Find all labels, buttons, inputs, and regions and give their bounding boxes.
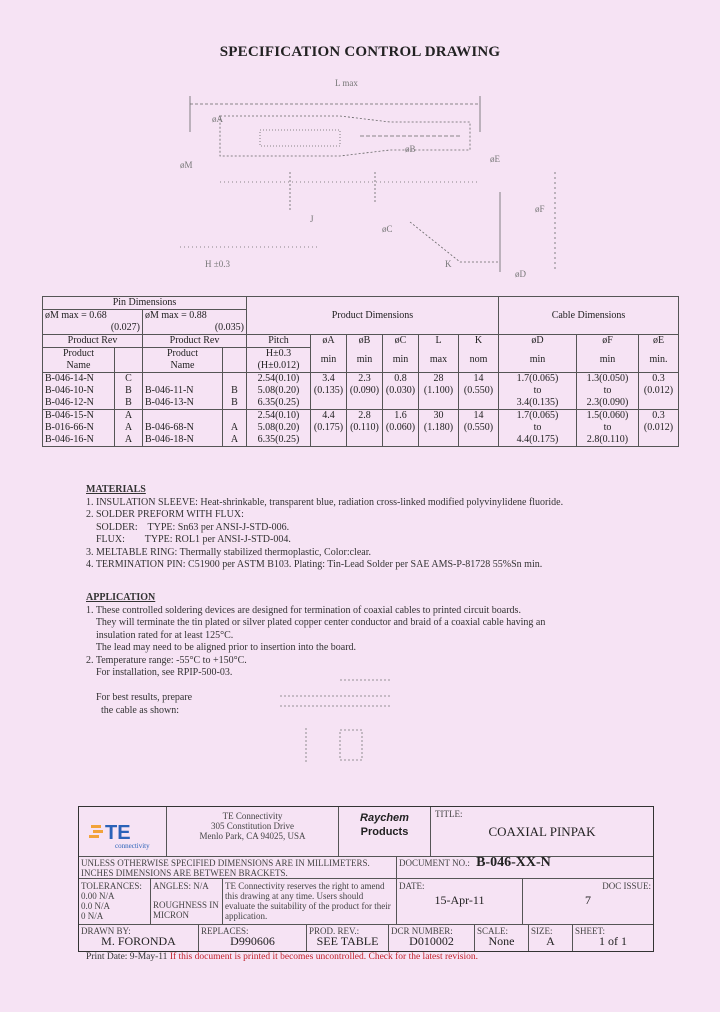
dim-c-label: øC: [382, 224, 393, 234]
replaces: D990606: [230, 934, 275, 948]
table-cell-p1: B-046-15-N: [43, 410, 115, 423]
product-dims-header: Product Dimensions: [247, 297, 499, 335]
units-note-1: UNLESS OTHERWISE SPECIFIED DIMENSIONS ARE IN MILLIMETERS.: [81, 858, 370, 868]
company-name: TE Connectivity: [222, 811, 283, 821]
date: 15-Apr-11: [434, 893, 485, 907]
text-line: insulation rated for at least 125°C.: [86, 629, 234, 641]
pin-col1-in: (0.027): [43, 322, 143, 335]
logo-cell: [79, 807, 167, 857]
dim-f-label: øF: [535, 204, 545, 214]
table-cell-r2: B: [223, 385, 247, 397]
table-cell-f: 1.3(0.050): [577, 373, 639, 386]
table-cell-k: (0.550): [459, 422, 499, 434]
title-label: TITLE:: [435, 809, 463, 819]
dim-l-label: L max: [335, 78, 358, 88]
table-cell-p2: B-046-13-N: [143, 397, 223, 410]
table-cell-f: to: [577, 385, 639, 397]
b-min: min: [347, 348, 383, 373]
table-cell-c: [383, 434, 419, 447]
text-line: 1. INSULATION SLEEVE: Heat-shrinkable, transparent blue, radiation cross-linked modified polyvinylidene fluoride.: [86, 496, 564, 508]
table-cell-c: 1.6: [383, 410, 419, 423]
dim-d-label: øD: [515, 269, 526, 279]
table-cell-l: (1.100): [419, 385, 459, 397]
text-line: The lead may need to be aligned prior to insertion into the board.: [86, 642, 357, 653]
table-cell-r1: A: [115, 410, 143, 423]
text-line: For installation, see RPIP-500-03.: [86, 667, 233, 678]
table-cell-b: (0.090): [347, 385, 383, 397]
table-cell-e: (0.012): [639, 385, 679, 397]
pitch-tol-in: (H±0.012): [247, 360, 311, 373]
date-label: DATE:: [399, 881, 425, 891]
size-cell: [529, 925, 573, 951]
table-cell-c: [383, 397, 419, 410]
address-1: 305 Constitution Drive: [211, 821, 294, 831]
table-row: [43, 373, 679, 386]
table-cell-b: 2.3: [347, 373, 383, 386]
replaces-cell: [199, 925, 307, 951]
table-cell-p2: B-046-68-N: [143, 422, 223, 434]
table-cell-a: [311, 397, 347, 410]
docnum-cell: [397, 857, 653, 879]
name-1: Name: [43, 360, 115, 373]
table-cell-d: 4.4(0.175): [499, 434, 577, 447]
dim-m-label: øM: [180, 160, 193, 170]
table-cell-pitch: 5.08(0.20): [247, 422, 311, 434]
scale-cell: [475, 925, 529, 951]
table-cell-d: to: [499, 422, 577, 434]
text-line: the cable as shown:: [86, 704, 180, 716]
a-min: min: [311, 348, 347, 373]
dimensions-table: [42, 296, 679, 447]
b-header: øB: [347, 335, 383, 348]
logo-tagline: connectivity: [115, 842, 150, 850]
table-cell-p1: B-016-66-N: [43, 422, 115, 434]
address-2: Menlo Park, CA 94025, USA: [199, 831, 306, 841]
print-date: Print Date: 9-May-11: [86, 952, 168, 962]
pin-col2: øM max = 0.88: [143, 310, 247, 323]
table-cell-p2: [143, 410, 223, 423]
table-cell-p1: B-046-12-N: [43, 397, 115, 410]
k-header: K: [459, 335, 499, 348]
table-cell-p2: B-046-18-N: [143, 434, 223, 447]
materials-section: [86, 484, 563, 572]
issue-label: DOC ISSUE:: [602, 881, 651, 891]
cable-dims-header: Cable Dimensions: [499, 297, 679, 335]
product-drawing: [160, 72, 570, 282]
table-cell-a: 4.4: [311, 410, 347, 423]
e-min: min.: [639, 348, 679, 373]
table-cell-b: (0.110): [347, 422, 383, 434]
f-min: min: [577, 348, 639, 373]
brand-products: Products: [360, 826, 409, 838]
rights-notice: TE Connectivity reserves the right to amend this drawing at any time. Users should evaluate the suitability of the product for their application.: [225, 881, 391, 921]
table-cell-a: (0.135): [311, 385, 347, 397]
table-cell-f: 2.3(0.090): [577, 397, 639, 410]
tol-3: 0 N/A: [81, 911, 104, 921]
text-line: 2. SOLDER PREFORM WITH FLUX:: [86, 509, 244, 520]
table-cell-r1: B: [115, 397, 143, 410]
drawn-cell: [79, 925, 199, 951]
c-header: øC: [383, 335, 419, 348]
table-cell-k: [459, 434, 499, 447]
doc-title: COAXIAL PINPAK: [488, 824, 596, 839]
replaces-label: REPLACES:: [201, 926, 249, 936]
units-note-2: INCHES DIMENSIONS ARE BETWEEN BRACKETS.: [81, 868, 288, 878]
table-cell-b: 2.8: [347, 410, 383, 423]
table-cell-a: 3.4: [311, 373, 347, 386]
table-cell-e: 0.3: [639, 410, 679, 423]
prod-name-2: Product: [143, 348, 223, 361]
table-cell-r2: A: [223, 434, 247, 447]
issue-cell: [523, 879, 653, 925]
materials-heading: MATERIALS: [86, 484, 146, 495]
text-line: 2. Temperature range: -55°C to +150°C.: [86, 654, 247, 666]
l-max: max: [419, 348, 459, 373]
tol-label: TOLERANCES:: [81, 881, 142, 891]
table-cell-r2: B: [223, 397, 247, 410]
table-cell-r1: A: [115, 434, 143, 447]
tolerances-cell: [79, 879, 151, 925]
units-cell: [79, 857, 397, 879]
dim-j-label: J: [310, 214, 314, 224]
dcr-label: DCR NUMBER:: [391, 926, 453, 936]
f-header: øF: [577, 335, 639, 348]
table-cell-a: (0.175): [311, 422, 347, 434]
brand-name: Raychem: [360, 812, 409, 824]
table-row: [43, 410, 679, 423]
table-cell-r2: A: [223, 422, 247, 434]
table-cell-c: (0.060): [383, 422, 419, 434]
dim-e-label: øE: [490, 154, 500, 164]
table-cell-p2: B-046-11-N: [143, 385, 223, 397]
table-cell-e: 0.3: [639, 373, 679, 386]
table-cell-b: [347, 434, 383, 447]
table-cell-c: 0.8: [383, 373, 419, 386]
application-heading: APPLICATION: [86, 592, 156, 603]
prodrev: SEE TABLE: [316, 934, 379, 948]
table-cell-d: to: [499, 385, 577, 397]
table-cell-f: to: [577, 422, 639, 434]
prod-rev-1: Product Rev: [43, 335, 143, 348]
prod-rev-2: Product Rev: [143, 335, 247, 348]
dim-h-label: H ±0.3: [205, 259, 230, 269]
table-cell-r1: B: [115, 385, 143, 397]
dcr-cell: [389, 925, 475, 951]
text-line: 1. These controlled soldering devices are designed for termination of coaxial cables to printed circuit boards.: [86, 604, 521, 616]
table-cell-d: 1.7(0.065): [499, 410, 577, 423]
table-row: [43, 422, 679, 434]
table-cell-pitch: 2.54(0.10): [247, 373, 311, 386]
k-nom: nom: [459, 348, 499, 373]
scale: None: [488, 934, 515, 948]
page-title: SPECIFICATION CONTROL DRAWING: [219, 44, 501, 60]
table-cell-p1: B-046-10-N: [43, 385, 115, 397]
text-line: They will terminate the tin plated or silver plated copper center conductor and braid of a coaxial cable having an: [86, 617, 546, 628]
sheet-cell: [573, 925, 653, 951]
table-cell-b: [347, 397, 383, 410]
table-cell-l: 28: [419, 373, 459, 386]
table-cell-k: (0.550): [459, 385, 499, 397]
rights-cell: [223, 879, 397, 925]
print-footer: [86, 952, 478, 962]
drawn-label: DRAWN BY:: [81, 926, 131, 936]
tol-2: 0.0 N/A: [81, 901, 110, 911]
angles: ANGLES: N/A: [153, 881, 209, 891]
prodrev-label: PROD. REV.:: [309, 926, 360, 936]
table-cell-r2: [223, 373, 247, 386]
e-header: øE: [639, 335, 679, 348]
table-cell-l: 30: [419, 410, 459, 423]
text-line: 4. TERMINATION PIN: C51900 per ASTM B103. Plating: Tin-Lead Solder per SAE AMS-P-81728 55%Sn min.: [86, 559, 543, 570]
company-cell: [167, 807, 339, 857]
text-line: SOLDER: TYPE: Sn63 per ANSI-J-STD-006.: [86, 521, 290, 533]
c-min: min: [383, 348, 419, 373]
name-2: Name: [143, 360, 223, 373]
pitch-tol: H±0.3: [247, 348, 311, 361]
tol-1: 0.00 N/A: [81, 891, 115, 901]
table-cell-f: 2.8(0.110): [577, 434, 639, 447]
text-line: For best results, prepare: [86, 692, 193, 703]
issue: 7: [585, 893, 591, 907]
table-cell-r1: A: [115, 422, 143, 434]
prodrev-cell: [307, 925, 389, 951]
title-cell: [431, 807, 653, 857]
dim-k-label: K: [445, 259, 452, 269]
title-block: [78, 806, 654, 952]
angles-cell: [151, 879, 223, 925]
table-cell-p1: B-046-14-N: [43, 373, 115, 386]
date-cell: [397, 879, 523, 925]
table-cell-r1: C: [115, 373, 143, 386]
table-cell-pitch: 5.08(0.20): [247, 385, 311, 397]
table-cell-pitch: 6.35(0.25): [247, 397, 311, 410]
table-cell-l: [419, 434, 459, 447]
table-cell-k: 14: [459, 373, 499, 386]
scale-label: SCALE:: [477, 926, 509, 936]
l-header: L: [419, 335, 459, 348]
pin-dims-header: Pin Dimensions: [43, 297, 247, 310]
table-cell-k: 14: [459, 410, 499, 423]
size-label: SIZE:: [531, 926, 553, 936]
sheet-label: SHEET:: [575, 926, 606, 936]
pitch-header: Pitch: [247, 335, 311, 348]
table-cell-f: 1.5(0.060): [577, 410, 639, 423]
size: A: [546, 934, 555, 948]
d-min: min: [499, 348, 577, 373]
table-cell-l: (1.180): [419, 422, 459, 434]
table-row: [43, 385, 679, 397]
table-row: [43, 434, 679, 447]
sheet: 1 of 1: [599, 934, 627, 948]
dim-a-label: øA: [212, 114, 223, 124]
table-cell-k: [459, 397, 499, 410]
table-cell-pitch: 6.35(0.25): [247, 434, 311, 447]
table-cell-r2: [223, 410, 247, 423]
table-cell-p1: B-046-16-N: [43, 434, 115, 447]
table-cell-pitch: 2.54(0.10): [247, 410, 311, 423]
drawn-by: M. FORONDA: [101, 934, 176, 948]
roughness: ROUGHNESS IN: [153, 900, 219, 910]
table-cell-p2: [143, 373, 223, 386]
docnum-label: DOCUMENT NO.:: [399, 858, 470, 868]
text-line: 3. MELTABLE RING: Thermally stabilized thermoplastic, Color:clear.: [86, 546, 371, 558]
cable-prep-figure: [270, 672, 400, 772]
table-cell-e: (0.012): [639, 422, 679, 434]
table-cell-e: [639, 434, 679, 447]
dim-b-label: øB: [405, 144, 416, 154]
d-header: øD: [499, 335, 577, 348]
svg-text:TE: TE: [105, 822, 131, 844]
a-header: øA: [311, 335, 347, 348]
table-row: [43, 397, 679, 410]
brand-cell: [339, 807, 431, 857]
pin-col1: øM max = 0.68: [43, 310, 143, 323]
text-line: FLUX: TYPE: ROL1 per ANSI-J-STD-004.: [86, 534, 291, 545]
table-cell-d: 1.7(0.065): [499, 373, 577, 386]
table-cell-d: 3.4(0.135): [499, 397, 577, 410]
dcr: D010002: [409, 934, 454, 948]
table-cell-c: (0.030): [383, 385, 419, 397]
prod-name-1: Product: [43, 348, 115, 361]
doc-number: B-046-XX-N: [476, 855, 551, 870]
micron: MICRON: [153, 910, 190, 920]
table-cell-l: [419, 397, 459, 410]
table-cell-a: [311, 434, 347, 447]
table-cell-e: [639, 397, 679, 410]
print-warning: If this document is printed it becomes uncontrolled. Check for the latest revision.: [169, 952, 478, 962]
pin-col2-in: (0.035): [143, 322, 247, 335]
